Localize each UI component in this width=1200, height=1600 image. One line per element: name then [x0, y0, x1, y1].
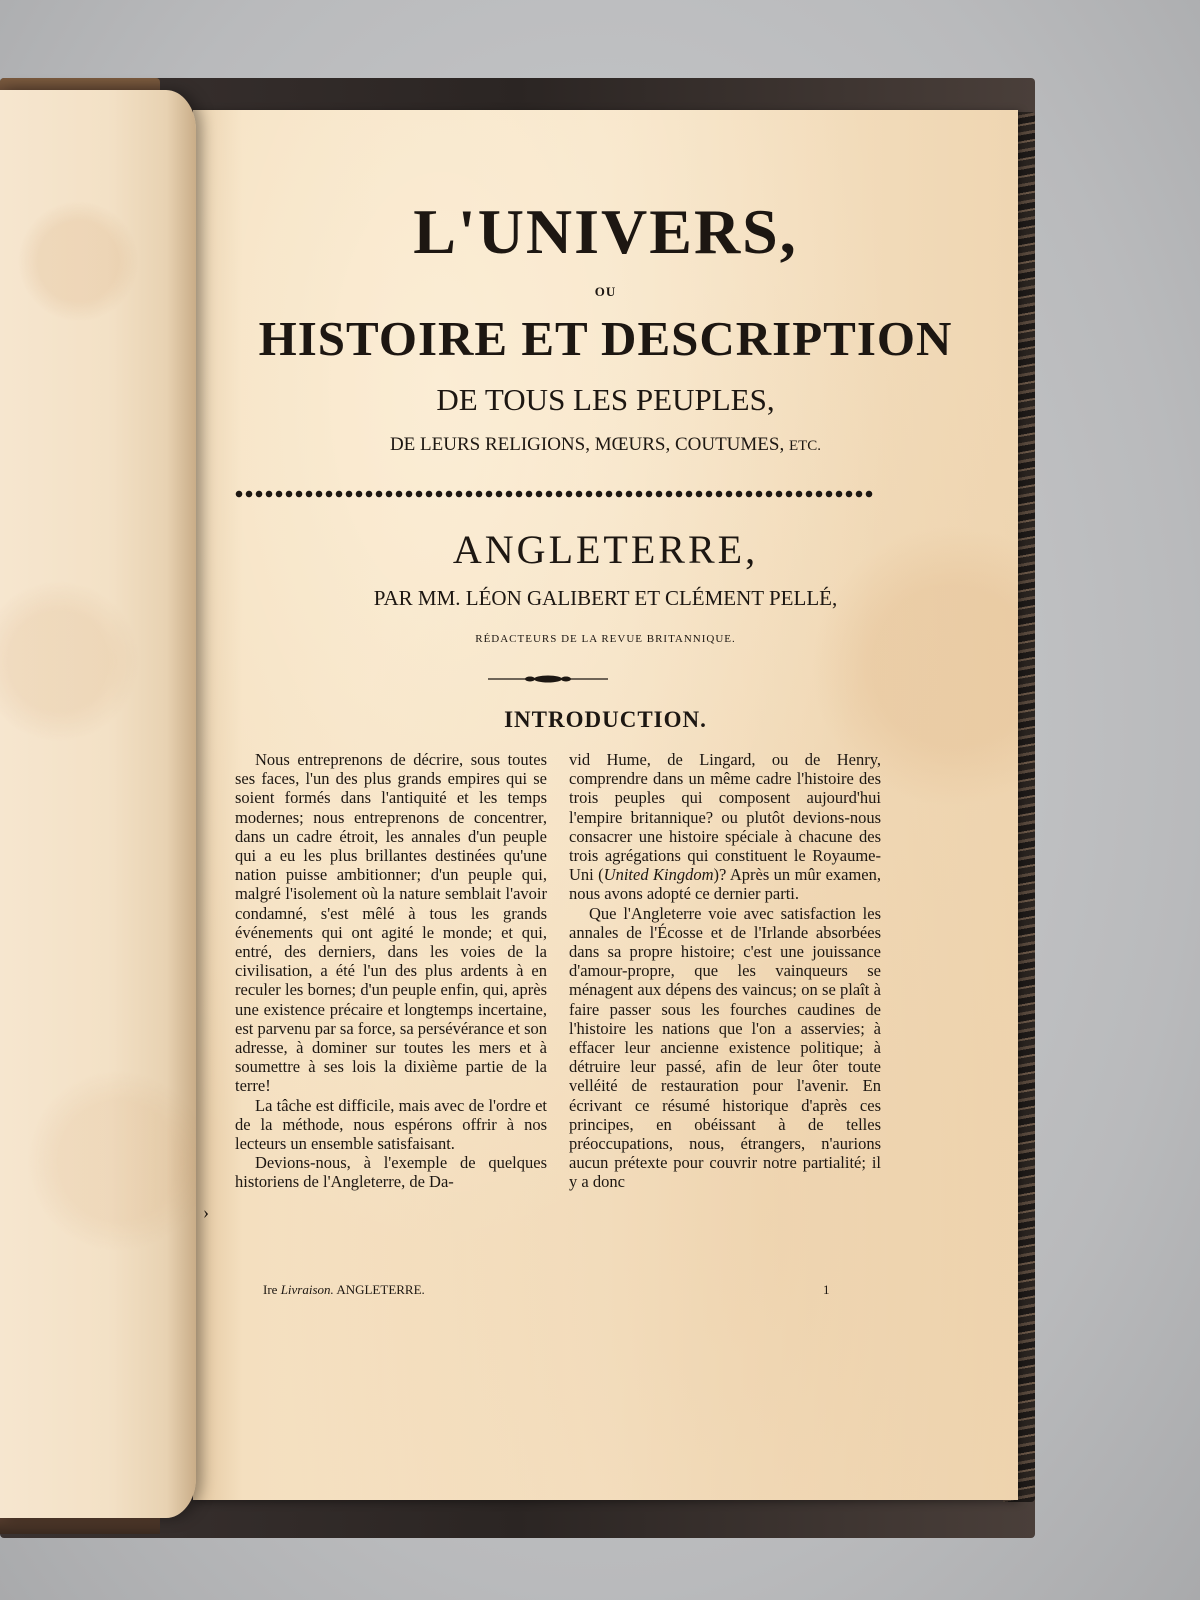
subtitle-line-3-text: DE LEURS RELIGIONS, MŒURS, COUTUMES, — [389, 434, 785, 455]
ornamental-rule — [235, 490, 875, 498]
book-cover-bottom-edge — [0, 1516, 160, 1534]
title-page — [193, 110, 1018, 1500]
signature-name: ANGLETERRE. — [336, 1282, 425, 1297]
paragraph: Nous entreprenons de décrire, sous toutes ses faces, l'un des plus grands empires qui se soient formés dans l'antiquité et les temps modernes; nous entreprenons de concentrer, dans un cadre étroit, les annales d'un peuple qui a eu les plus brillantes destinées qu'une nation puisse ambitionner; d'un peuple qui, malgré l'isolement où la nature semblait l'avoir condamné, s'est mêlé à tous les grands événements qui ont agité le monde; et qui, entré, des derniers, dans les voies de la civilisation, a été l'un des plus ardents à en reculer les bornes; d'un peuple enfin, qui, après une existence précaire et longtemps incertaine, est parvenu par sa force, sa persévérance et son adresse, à dominer sur toutes les mers et à soumettre à ses lois la dixième partie de la terre! — [235, 750, 547, 1096]
paragraph — [569, 750, 881, 904]
paragraph-text: vid Hume, de Lingard, ou de Henry, comprendre dans un même cadre l'histoire des trois peuples qui composent aujourd'hui l'empire britannique? ou plutôt devions-nous consacrer une histoire spéciale à chacune des trois agrégations qui constituent le Royaume-Uni ( — [569, 750, 881, 885]
left-page — [0, 90, 196, 1518]
authors-line: PAR MM. LÉON GALIBERT ET CLÉMENT PELLÉ, — [373, 586, 838, 610]
paragraph: La tâche est difficile, mais avec de l'ordre et de la méthode, nous espérons offrir à nos lecteurs un ensemble satisfaisant. — [235, 1095, 547, 1154]
paragraph: Devions-nous, à l'exemple de quelques historiens de l'Angleterre, de Da- — [235, 1153, 547, 1192]
subtitle-line-3-etc: ETC. — [788, 438, 822, 454]
page-number: 1 — [823, 1282, 830, 1297]
book-subtitle-line-3 — [193, 435, 1018, 454]
section-title: ANGLETERRE, — [452, 527, 759, 572]
book-subtitle-line-2: DE TOUS LES PEUPLES, — [436, 382, 775, 417]
signature-number: Ire — [263, 1282, 278, 1297]
ornament-divider — [488, 673, 608, 685]
signature-line — [263, 1282, 425, 1298]
italic-phrase: United Kingdom — [603, 865, 714, 885]
book-subtitle: HISTOIRE ET DESCRIPTION — [258, 311, 953, 366]
margin-pencil-mark: › — [203, 1202, 209, 1222]
paragraph-text: )? Après un mûr examen, nous avons adopté ce dernier parti. — [569, 865, 882, 904]
paragraph: Que l'Angleterre voie avec satisfaction les annales de l'Écosse et de l'Irlande absorbées dans sa propre histoire; c'est une jouissance d'amour-propre, que les vainqueurs se ménagent aux dépens des vaincus; on se plaît à faire passer sous les fourches caudines de l'histoire les nations que l'on a asservies; à effacer leur ancienne existence politique; à détruire leur passé, afin de leur ôter toute velléité de restauration pour l'avenir. En écrivant ce résumé historique d'après ces principes, en obéissant à de telles préoccupations, nous, étrangers, n'aurions aucun prétexte pour couvrir notre partialité; il y a donc — [569, 903, 881, 1192]
left-text-column — [235, 750, 547, 1192]
editors-line: RÉDACTEURS DE LA REVUE BRITANNIQUE. — [475, 633, 736, 645]
book-title: L'UNIVERS, — [413, 196, 798, 267]
right-text-column — [569, 750, 881, 1192]
signature-italic: Livraison. — [280, 1282, 334, 1297]
title-connector: OU — [594, 284, 617, 299]
introduction-heading: INTRODUCTION. — [504, 707, 707, 732]
